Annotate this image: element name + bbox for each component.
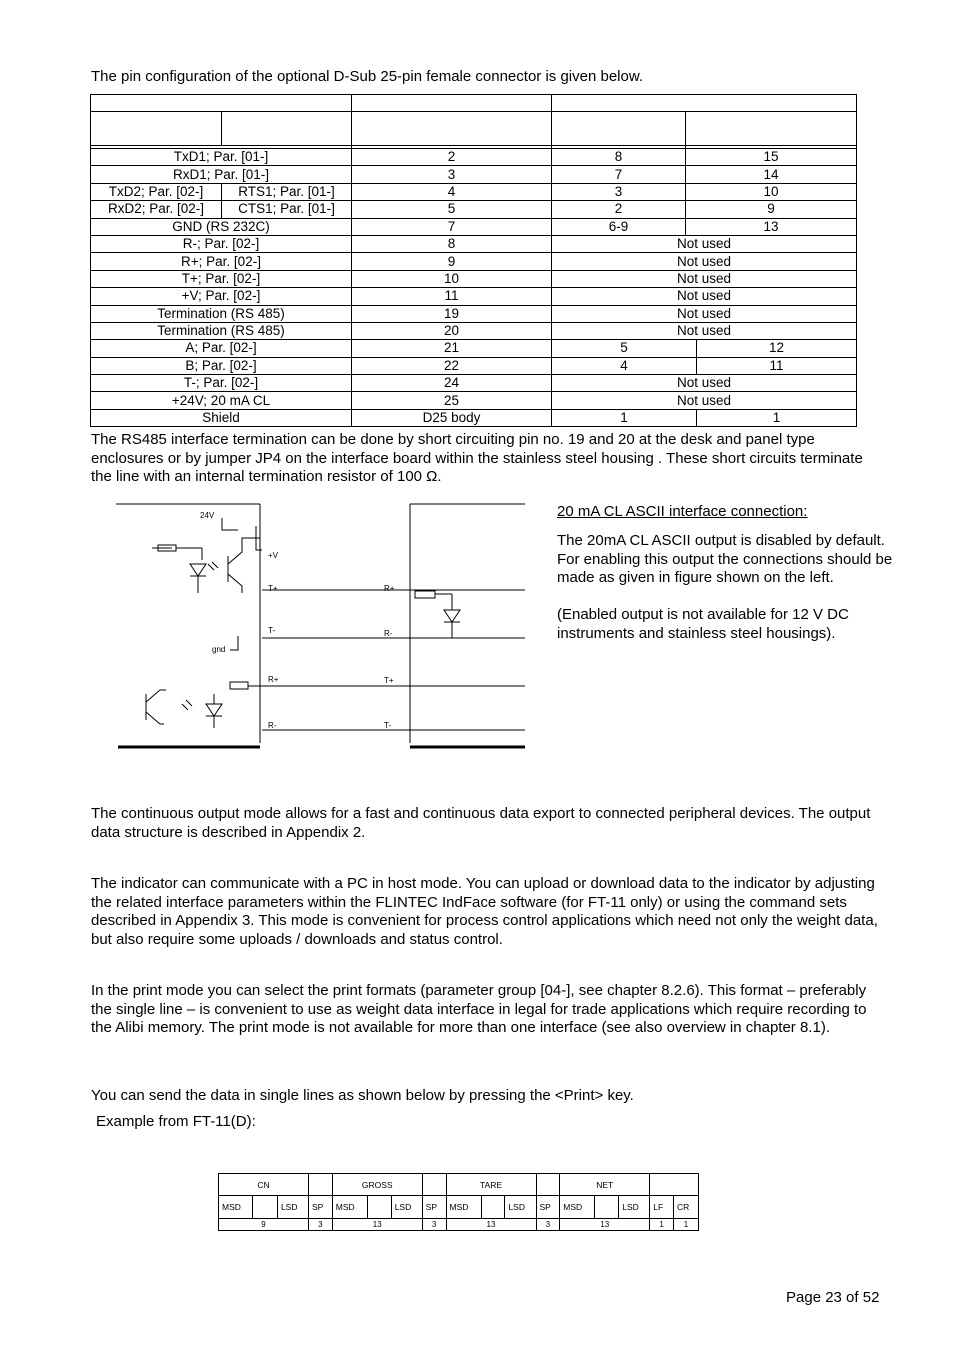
table-row	[91, 392, 857, 409]
table-cell: A; Par. [02-]	[91, 340, 352, 357]
table-row	[91, 218, 857, 235]
cl-body: The 20mA CL ASCII output is disabled by default. For enabling this output the connections should be made as given in figure shown on the left.	[557, 532, 893, 586]
table-cell: 14	[686, 166, 857, 183]
table-cell: +24V; 20 mA CL	[91, 392, 352, 409]
table-cell: 8	[552, 149, 686, 166]
table-cell: Termination (RS 485)	[91, 305, 352, 322]
table-cell: Not used	[552, 288, 857, 305]
frame-width: 3	[422, 1219, 446, 1231]
table-row	[91, 166, 857, 183]
frame-width: 9	[219, 1219, 309, 1231]
intro-text: The pin configuration of the optional D-Sub 25-pin female connector is given below.	[91, 68, 644, 85]
table-cell: R-; Par. [02-]	[91, 235, 352, 252]
table-row	[91, 288, 857, 305]
frame-width: 3	[536, 1219, 560, 1231]
table-cell: 21	[352, 340, 552, 357]
table-cell: GND (RS 232C)	[91, 218, 352, 235]
label-r-plus: R+	[268, 675, 279, 684]
table-cell: 4	[552, 357, 697, 374]
table-cell: TxD1; Par. [01-]	[91, 149, 352, 166]
table-cell: 1	[552, 409, 697, 426]
frame-cell: SP	[536, 1196, 560, 1219]
table-row	[91, 340, 857, 357]
frame-cell: MSD	[332, 1196, 367, 1219]
table-cell: 13	[686, 218, 857, 235]
table-cell: 3	[352, 166, 552, 183]
table-cell: 12	[697, 340, 857, 357]
table-cell: Not used	[552, 305, 857, 322]
label-24v: 24V	[200, 511, 215, 520]
frame-width: 13	[332, 1219, 422, 1231]
frame-width: 1	[650, 1219, 674, 1231]
table-cell: Not used	[552, 235, 857, 252]
table-cell: 24	[352, 375, 552, 392]
label-right-r-plus: R+	[384, 584, 395, 593]
table-cell: 2	[552, 201, 686, 218]
frame-cell: SP	[308, 1196, 332, 1219]
table-row	[91, 305, 857, 322]
frame-group-gross: GROSS	[332, 1174, 422, 1196]
table-cell: 6-9	[552, 218, 686, 235]
table-cell: RxD1; Par. [01-]	[91, 166, 352, 183]
table-row	[91, 253, 857, 270]
table-cell: 5	[352, 201, 552, 218]
table-cell: 19	[352, 305, 552, 322]
cl-heading: 20 mA CL ASCII interface connection:	[557, 503, 808, 520]
label-gnd: gnd	[212, 645, 226, 654]
table-cell: 22	[352, 357, 552, 374]
frame-group-net: NET	[560, 1174, 650, 1196]
table-cell: 4	[352, 183, 552, 200]
table-row	[91, 409, 857, 426]
frame-cell: MSD	[219, 1196, 253, 1219]
frame-cell: CR	[674, 1196, 699, 1219]
label-t-plus: T+	[268, 584, 278, 593]
label-right-t-plus: T+	[384, 676, 394, 685]
table-cell: 7	[552, 166, 686, 183]
table-header-row	[91, 95, 857, 112]
table-cell: Shield	[91, 409, 352, 426]
table-cell: 15	[686, 149, 857, 166]
table-cell: 9	[686, 201, 857, 218]
table-cell: Not used	[552, 392, 857, 409]
frame-width: 13	[446, 1219, 536, 1231]
table-cell: D25 body	[352, 409, 552, 426]
table-cell: +V; Par. [02-]	[91, 288, 352, 305]
table-cell: TxD2; Par. [02-]	[91, 183, 222, 200]
table-cell: 11	[352, 288, 552, 305]
label-right-r-minus: R-	[384, 629, 393, 638]
table-cell: Not used	[552, 270, 857, 287]
frame-cell: MSD	[446, 1196, 481, 1219]
table-cell: T-; Par. [02-]	[91, 375, 352, 392]
table-cell: 25	[352, 392, 552, 409]
table-cell: 10	[352, 270, 552, 287]
label-r-minus: R-	[268, 721, 277, 730]
table-cell: RTS1; Par. [01-]	[222, 183, 352, 200]
table-row	[91, 149, 857, 166]
table-cell: 3	[552, 183, 686, 200]
frame-width: 3	[308, 1219, 332, 1231]
frame-cell: LSD	[277, 1196, 308, 1219]
frame-cell: LSD	[505, 1196, 536, 1219]
table-header-row	[91, 112, 857, 146]
table-cell: 9	[352, 253, 552, 270]
page-number: Page 23 of 52	[786, 1289, 880, 1306]
table-cell: Not used	[552, 322, 857, 339]
table-cell: Not used	[552, 375, 857, 392]
frame-group-tare: TARE	[446, 1174, 536, 1196]
pin-configuration-table	[90, 94, 857, 427]
cl-note: (Enabled output is not available for 12 V DC instruments and stainless steel housings).	[557, 606, 849, 642]
table-cell: 2	[352, 149, 552, 166]
frame-cell: MSD	[560, 1196, 595, 1219]
table-cell: T+; Par. [02-]	[91, 270, 352, 287]
cl-circuit-diagram	[110, 498, 530, 758]
table-row	[91, 201, 857, 218]
table-row	[91, 375, 857, 392]
table-cell: Not used	[552, 253, 857, 270]
print-mode-text: In the print mode you can select the print formats (parameter group [04-], see chapter 8.2.6). This format – preferably the single line – is convenient to use as weight data interface in legal for trade applications which require recording to the Alibi memory. The print mode is not available for more than one interface (see also overview in chapter 8.1).	[91, 982, 867, 1036]
table-cell: 11	[697, 357, 857, 374]
frame-cell: LSD	[391, 1196, 422, 1219]
frame-group-cn: CN	[219, 1174, 309, 1196]
table-cell: 8	[352, 235, 552, 252]
frame-cell: LF	[650, 1196, 674, 1219]
table-cell: 7	[352, 218, 552, 235]
table-row	[91, 270, 857, 287]
table-cell: 10	[686, 183, 857, 200]
example-label: Example from FT-11(D):	[96, 1113, 256, 1130]
rs485-termination-text: The RS485 interface termination can be done by short circuiting pin no. 19 and 20 at the desk and panel type enclosures or by jumper JP4 on the interface board within the stainless steel housing . These short circuits terminate the line with an internal termination resistor of 100 Ω.	[91, 431, 863, 485]
pin-table-body	[91, 149, 857, 427]
label-t-minus: T-	[268, 626, 276, 635]
continuous-mode-text: The continuous output mode allows for a fast and continuous data export to connected peripheral devices. The output data structure is described in Appendix 2.	[91, 805, 871, 841]
single-line-text: You can send the data in single lines as shown below by pressing the <Print> key.	[91, 1087, 634, 1104]
table-cell: CTS1; Par. [01-]	[222, 201, 352, 218]
table-cell: B; Par. [02-]	[91, 357, 352, 374]
print-frame-table	[218, 1173, 699, 1231]
table-cell: 20	[352, 322, 552, 339]
table-row	[91, 235, 857, 252]
label-plus-v: +V	[268, 551, 279, 560]
frame-cell: LSD	[619, 1196, 650, 1219]
table-cell: R+; Par. [02-]	[91, 253, 352, 270]
table-cell: 5	[552, 340, 697, 357]
table-row	[91, 183, 857, 200]
label-right-t-minus: T-	[384, 721, 392, 730]
table-cell: 1	[697, 409, 857, 426]
table-row	[91, 357, 857, 374]
host-mode-text: The indicator can communicate with a PC in host mode. You can upload or download data to the indicator by adjusting the related interface parameters within the FLINTEC IndFace software (for FT-11 only) or using the command sets described in Appendix 3. This mode is convenient for process control applications which need not only the weight data, but also require some uploads / downloads and status control.	[91, 875, 878, 948]
table-cell: Termination (RS 485)	[91, 322, 352, 339]
table-row	[91, 322, 857, 339]
frame-width: 1	[674, 1219, 699, 1231]
frame-width: 13	[560, 1219, 650, 1231]
frame-cell: SP	[422, 1196, 446, 1219]
table-cell: RxD2; Par. [02-]	[91, 201, 222, 218]
